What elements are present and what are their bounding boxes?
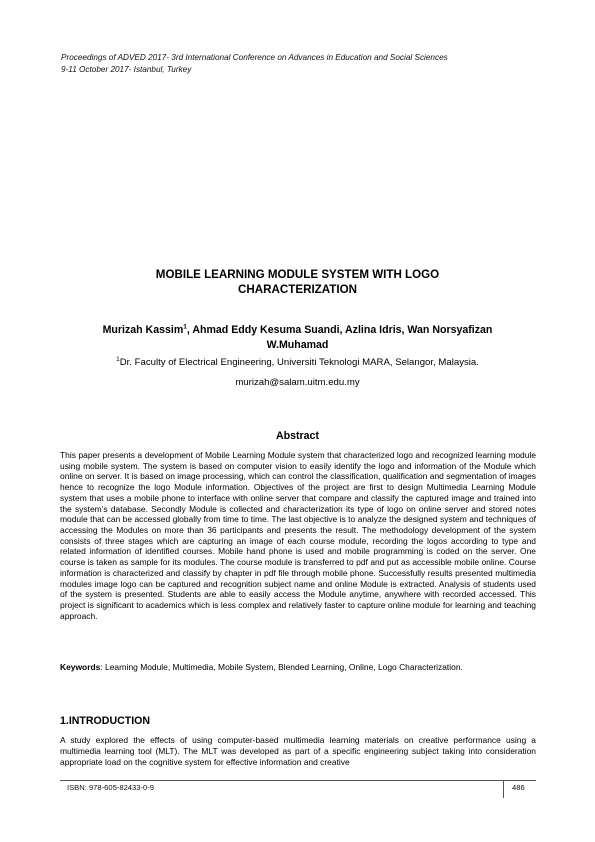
footer-rule <box>60 780 536 781</box>
abstract-heading: Abstract <box>276 430 319 442</box>
affiliation-text: Dr. Faculty of Electrical Engineering, Universiti Teknologi MARA, Selangor, Malaysia. <box>119 357 479 368</box>
footer-isbn: ISBN: 978-605-82433-0-9 <box>67 783 154 792</box>
running-head-proceedings: Proceedings of ADVED 2017- 3rd International Conference on Advances in Education and Social Sciences <box>61 53 448 62</box>
paper-title-line-2: CHARACTERIZATION <box>238 282 357 296</box>
introduction-heading: 1.INTRODUCTION <box>60 715 151 727</box>
abstract-body: This paper presents a development of Mobile Learning Module system that characterized logo and recognized learning module using mobile system. The system is based on computer vision to easily identify the logo and information of the Module which online on server. It is based on image processing, which can control the classification, qualification and segmentation of images hence to recognize the logo Module information. Objectives of the project are first to design Multimedia Learning Module system that uses a mobile phone to interface with online server that compare and classify the captured image and trained into the system’s database. Secondly Module is collected and characterization its type of logo on online server and stored notes module that can be accessed globally from time to time. The last objective is to analyze the designed system and techniques of accessing the Modules on more than 36 participants and presents the result. The methodology development of the system consists of three stages which are capturing an image of each course module, recording the logos according to type and related information of identified courses. Mobile hand phone is used and mobile programming is coded on the server. One course is taken as sample for its modules. The course module is transferred to pdf and put as accessible mobile online. Course information is characterized and classify by chapter in pdf file through mobile phone. Successfully results presented multimedia modules image logo can be captured and recognition subject name and online Module is extracted. Analysis of students used of the system is presented. Students are able to easily access the Module anytime, anywhere with recorded accessed. This project is significant to academics which is less complex and relatively faster to capture online module for learning and teaching approach. <box>60 450 536 621</box>
author-list <box>60 323 535 352</box>
keywords <box>60 662 560 673</box>
affiliation-mark: 1 <box>116 355 120 363</box>
running-head <box>61 52 541 75</box>
footer-divider <box>503 780 504 798</box>
introduction-body: A study explored the effects of using computer-based multimedia learning materials on creative performance using a multimedia learning tool (MLT). The MLT was developed as part of a specific engineering subject taking into consideration appropriate load on the cognitive system for effective information and creative <box>60 735 536 767</box>
keywords-list: : Learning Module, Multimedia, Mobile System, Blended Learning, Online, Logo Characterization. <box>100 662 463 672</box>
page-number: 486 <box>512 783 525 792</box>
author-list-line-2: W.Muhamad <box>266 338 329 351</box>
running-head-date-location: 9-11 October 2017- Istanbul, Turkey <box>61 64 192 74</box>
author-list-line-1 <box>60 323 535 338</box>
co-authors: , Ahmad Eddy Kesuma Suandi, Azlina Idris, Wan Norsyafizan <box>186 324 493 336</box>
keywords-label: Keywords <box>60 662 101 672</box>
paper-title-line-1: MOBILE LEARNING MODULE SYSTEM WITH LOGO <box>155 268 440 281</box>
paper-title <box>60 268 535 297</box>
author-email: murizah@salam.uitm.edu.my <box>235 377 360 388</box>
affiliation <box>60 357 535 369</box>
first-author-affiliation-mark: 1 <box>183 323 187 331</box>
first-author: Murizah Kassim <box>102 324 184 336</box>
